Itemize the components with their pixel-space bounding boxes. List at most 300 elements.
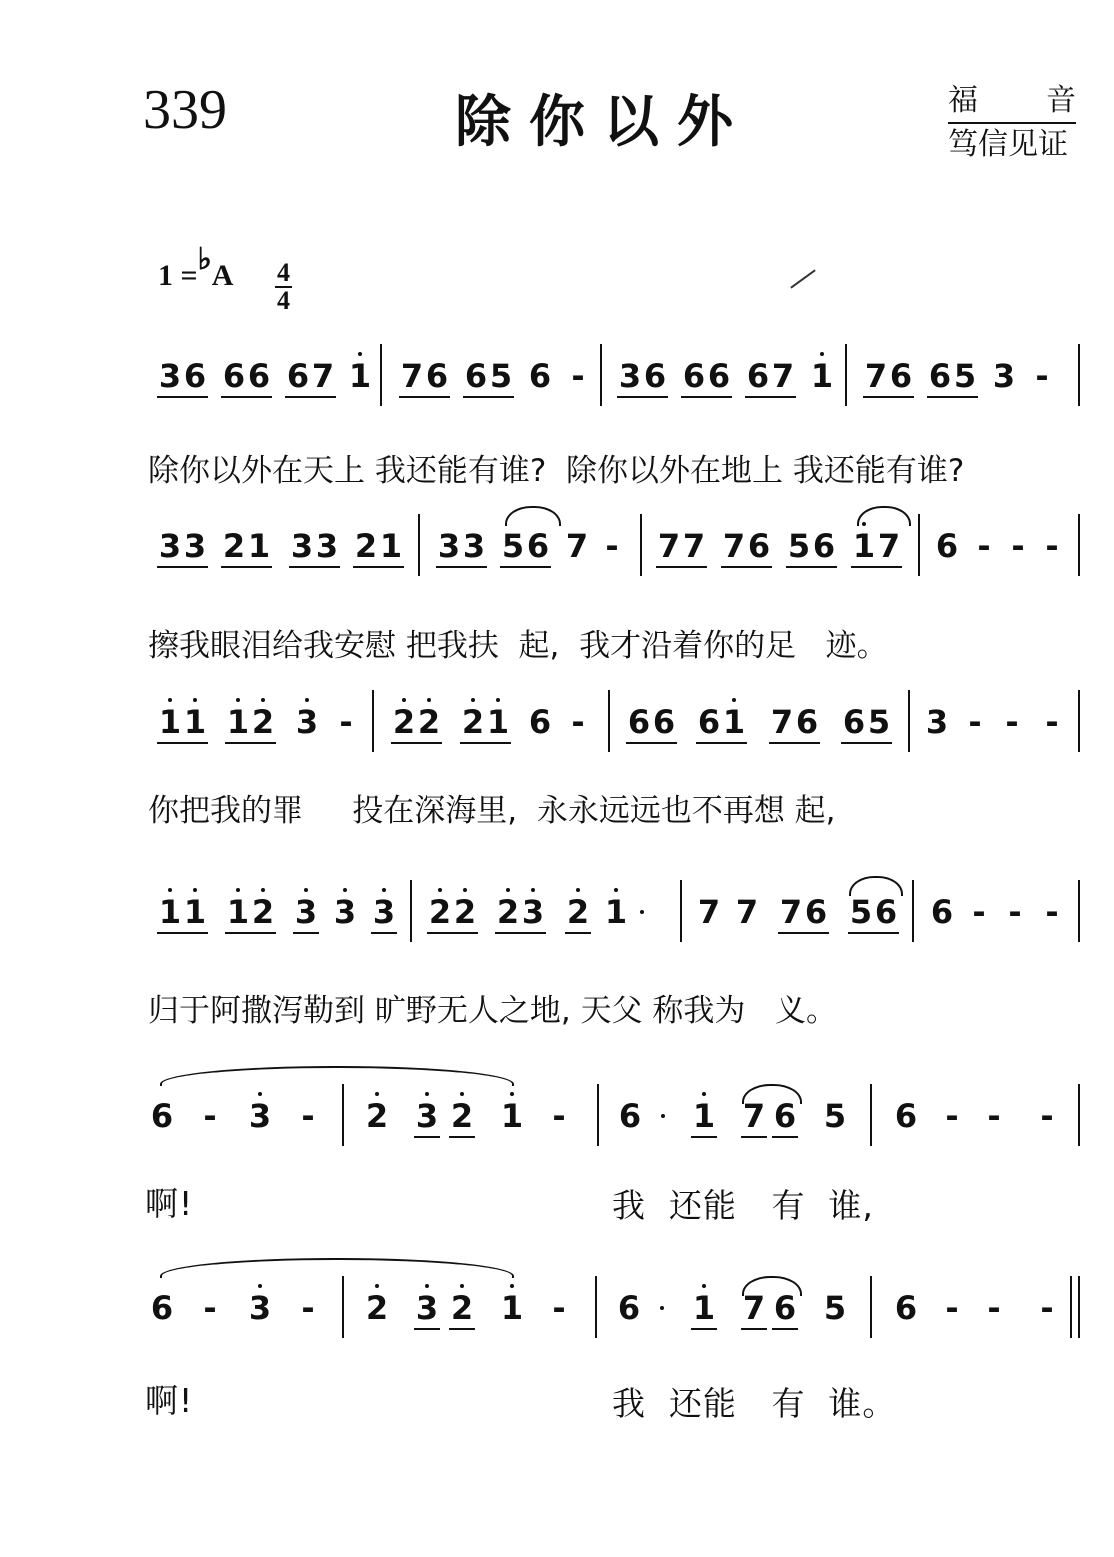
- note: 6: [842, 703, 866, 741]
- dash-extension: -: [945, 1289, 959, 1327]
- octave-dot-high: [258, 1092, 262, 1096]
- note: 1: [348, 357, 372, 395]
- note: 2: [417, 703, 441, 741]
- note: 5: [787, 527, 811, 565]
- note: 3: [248, 1289, 272, 1327]
- underline-beat: [436, 566, 462, 568]
- note: 6: [930, 893, 954, 931]
- note: 2: [354, 527, 378, 565]
- note: 6: [286, 357, 310, 395]
- source-line1-b: 音: [1046, 83, 1076, 118]
- dash-extension: -: [1040, 1289, 1054, 1327]
- note: 7: [697, 893, 721, 931]
- note: 1: [692, 1097, 716, 1135]
- note: 2: [461, 703, 485, 741]
- underline-beat: [741, 1328, 767, 1330]
- barline: [597, 1084, 599, 1146]
- refrain-1-interjection: 啊!: [145, 1184, 194, 1223]
- underline-beat: [841, 742, 867, 744]
- underline-beat: [391, 742, 417, 744]
- underline-beat: [786, 566, 812, 568]
- key-letter: A: [211, 259, 234, 292]
- note: 7: [742, 1097, 766, 1135]
- octave-dot-high: [531, 888, 535, 892]
- note: 7: [682, 527, 706, 565]
- note: 6: [652, 703, 676, 741]
- key-prefix: 1 =: [158, 259, 198, 292]
- note: 6: [746, 357, 770, 395]
- dash-extension: -: [977, 527, 991, 565]
- underline-beat: [378, 566, 404, 568]
- note: 3: [158, 527, 182, 565]
- note: 2: [251, 703, 275, 741]
- note: 7: [400, 357, 424, 395]
- underline-beat: [246, 566, 272, 568]
- note: 5: [823, 1289, 847, 1327]
- dash-extension: -: [1045, 527, 1059, 565]
- dash-extension: -: [945, 1097, 959, 1135]
- time-bottom: 4: [277, 286, 290, 315]
- time-top: 4: [277, 258, 290, 287]
- octave-dot-high: [460, 1092, 464, 1096]
- note: 6: [425, 357, 449, 395]
- dash-extension: -: [203, 1097, 217, 1135]
- dash-extension: -: [571, 357, 585, 395]
- dash-extension: -: [1040, 1097, 1054, 1135]
- underline-beat: [157, 396, 183, 398]
- underline-beat: [617, 396, 643, 398]
- augmentation-dot: [640, 910, 644, 914]
- dash-extension: -: [301, 1289, 315, 1327]
- note: 7: [735, 893, 759, 931]
- octave-dot-high: [168, 698, 172, 702]
- underline-beat: [225, 932, 251, 934]
- note: 7: [770, 703, 794, 741]
- lyric-line-2: 擦我眼泪给我安慰 把我扶 起, 我才沿着你的足 迹。: [148, 628, 888, 664]
- note: 6: [773, 1289, 797, 1327]
- underline-beat: [745, 396, 771, 398]
- underline-beat: [851, 566, 877, 568]
- underline-beat: [873, 932, 899, 934]
- note: 1: [604, 893, 628, 931]
- underline-beat: [778, 932, 804, 934]
- underline-beat: [721, 742, 747, 744]
- dash-extension: -: [1008, 893, 1022, 931]
- octave-dot-high: [614, 888, 618, 892]
- note: 6: [150, 1289, 174, 1327]
- note: 3: [372, 893, 396, 931]
- slur-arc: [160, 1066, 514, 1086]
- note: 6: [627, 703, 651, 741]
- underline-beat: [927, 396, 953, 398]
- underline-beat: [289, 566, 315, 568]
- barline: [418, 514, 420, 576]
- octave-dot-high: [702, 1284, 706, 1288]
- note: 3: [158, 357, 182, 395]
- note: 3: [618, 357, 642, 395]
- note: 2: [222, 527, 246, 565]
- note: 3: [290, 527, 314, 565]
- note: 6: [618, 1097, 642, 1135]
- slur-arc: [505, 506, 561, 526]
- octave-dot-high: [258, 1284, 262, 1288]
- note: 1: [226, 703, 250, 741]
- note: 6: [464, 357, 488, 395]
- underline-beat: [399, 396, 425, 398]
- note: 3: [462, 527, 486, 565]
- note: 6: [928, 357, 952, 395]
- underline-beat: [225, 742, 251, 744]
- octave-dot-high: [305, 698, 309, 702]
- barline: [640, 514, 642, 576]
- note: 3: [248, 1097, 272, 1135]
- octave-dot-high: [193, 888, 197, 892]
- underline-beat: [452, 932, 478, 934]
- underline-beat: [293, 932, 319, 934]
- underline-beat: [449, 1136, 475, 1138]
- key-signature: [158, 243, 234, 293]
- barline: [1078, 344, 1080, 406]
- underline-beat: [772, 1328, 798, 1330]
- underline-beat: [246, 396, 272, 398]
- underline-beat: [772, 1136, 798, 1138]
- dash-extension: -: [987, 1289, 1001, 1327]
- underline-beat: [460, 742, 486, 744]
- note: 5: [489, 357, 513, 395]
- octave-dot-high: [193, 698, 197, 702]
- underline-beat: [157, 566, 183, 568]
- underline-beat: [285, 396, 311, 398]
- octave-dot-high: [261, 698, 265, 702]
- octave-dot-high: [402, 698, 406, 702]
- underline-beat: [863, 396, 889, 398]
- octave-dot-high: [427, 698, 431, 702]
- barline: [410, 880, 412, 942]
- note: 1: [722, 703, 746, 741]
- note: 7: [565, 527, 589, 565]
- barline: [342, 1084, 344, 1146]
- note: 3: [183, 527, 207, 565]
- underline-beat: [182, 566, 208, 568]
- underline-beat: [495, 932, 521, 934]
- refrain-2-lyric: 我 还能 有 谁。: [612, 1384, 897, 1423]
- barline: [342, 1276, 344, 1338]
- note: 2: [428, 893, 452, 931]
- note: 6: [528, 357, 552, 395]
- underline-beat: [696, 742, 722, 744]
- note: 3: [415, 1289, 439, 1327]
- dash-extension: -: [1035, 357, 1049, 395]
- octave-dot-high: [732, 698, 736, 702]
- underline-beat: [463, 396, 489, 398]
- note: 2: [566, 893, 590, 931]
- note: 7: [864, 357, 888, 395]
- dash-extension: -: [968, 703, 982, 741]
- underline-beat: [866, 742, 892, 744]
- underline-beat: [310, 396, 336, 398]
- barline: [1070, 1276, 1072, 1338]
- refrain-1-lyric: 我 还能 有 谁,: [612, 1186, 874, 1225]
- dash-extension: -: [203, 1289, 217, 1327]
- note: 6: [874, 893, 898, 931]
- note: 1: [500, 1289, 524, 1327]
- underline-beat: [811, 566, 837, 568]
- note: 1: [500, 1097, 524, 1135]
- underline-beat: [656, 566, 682, 568]
- note: 7: [877, 527, 901, 565]
- octave-dot-high: [510, 1092, 514, 1096]
- underline-beat: [565, 932, 591, 934]
- octave-dot-high: [236, 698, 240, 702]
- octave-dot-high: [425, 1284, 429, 1288]
- barline: [870, 1276, 872, 1338]
- note: 3: [315, 527, 339, 565]
- underline-beat: [888, 396, 914, 398]
- note: 5: [953, 357, 977, 395]
- note: 2: [453, 893, 477, 931]
- underline-beat: [353, 566, 379, 568]
- underline-beat: [848, 932, 874, 934]
- barline: [380, 344, 382, 406]
- note: 2: [496, 893, 520, 931]
- note: 6: [773, 1097, 797, 1135]
- underline-beat: [424, 396, 450, 398]
- note: 6: [183, 357, 207, 395]
- octave-dot-high: [438, 888, 442, 892]
- note: 2: [365, 1097, 389, 1135]
- dash-extension: -: [571, 703, 585, 741]
- underline-beat: [642, 396, 668, 398]
- barline: [845, 344, 847, 406]
- note: 2: [392, 703, 416, 741]
- lyric-line-3: 你把我的罪 投在深海里, 永永远远也不再想 起,: [148, 793, 836, 829]
- note: 1: [486, 703, 510, 741]
- octave-dot-high: [343, 888, 347, 892]
- octave-dot-high: [261, 888, 265, 892]
- source-line1-a: 福: [948, 83, 978, 118]
- octave-dot-high: [702, 1092, 706, 1096]
- note: 3: [415, 1097, 439, 1135]
- note: 6: [707, 357, 731, 395]
- slur-arc: [849, 876, 903, 896]
- octave-dot-high: [471, 698, 475, 702]
- underline-beat: [182, 932, 208, 934]
- barline: [1078, 1084, 1080, 1146]
- note: 6: [222, 357, 246, 395]
- dash-extension: -: [552, 1289, 566, 1327]
- note: 1: [852, 527, 876, 565]
- note: 2: [365, 1289, 389, 1327]
- slur-arc: [857, 506, 911, 526]
- note: 7: [779, 893, 803, 931]
- flat-icon: ♭: [197, 243, 212, 276]
- octave-dot-high: [460, 1284, 464, 1288]
- note: 5: [849, 893, 873, 931]
- barline: [1078, 880, 1080, 942]
- note: 6: [894, 1289, 918, 1327]
- octave-dot-high: [425, 1092, 429, 1096]
- barline: [608, 690, 610, 752]
- augmentation-dot: [660, 1306, 664, 1310]
- time-signature: [275, 260, 292, 314]
- note: 5: [501, 527, 525, 565]
- refrain-2-interjection: 啊!: [145, 1381, 194, 1420]
- note: 1: [158, 893, 182, 931]
- octave-dot-high: [375, 1092, 379, 1096]
- underline-beat: [681, 566, 707, 568]
- underline-beat: [681, 396, 707, 398]
- underline-beat: [691, 1136, 717, 1138]
- underline-beat: [221, 566, 247, 568]
- note: 7: [311, 357, 335, 395]
- underline-beat: [500, 566, 526, 568]
- dash-extension: -: [1045, 893, 1059, 931]
- octave-dot-high: [496, 698, 500, 702]
- augmentation-dot: [661, 1114, 665, 1118]
- octave-dot-high: [168, 888, 172, 892]
- octave-dot-high: [506, 888, 510, 892]
- note: 7: [722, 527, 746, 565]
- underline-beat: [952, 396, 978, 398]
- note: 5: [867, 703, 891, 741]
- note: 1: [692, 1289, 716, 1327]
- underline-beat: [250, 742, 276, 744]
- hymn-title: 除你以外: [455, 90, 751, 155]
- note: 6: [935, 527, 959, 565]
- barline: [908, 690, 910, 752]
- underline-beat: [488, 396, 514, 398]
- underline-beat: [414, 1328, 440, 1330]
- dash-extension: -: [301, 1097, 315, 1135]
- source-line2: 笃信见证: [948, 127, 1068, 162]
- stray-mark: [790, 269, 815, 288]
- source-credit: [948, 80, 1076, 166]
- barline: [600, 344, 602, 406]
- barline: [870, 1084, 872, 1146]
- note: 6: [643, 357, 667, 395]
- barline: [918, 514, 920, 576]
- underline-beat: [221, 396, 247, 398]
- underline-beat: [746, 566, 772, 568]
- octave-dot-high: [304, 888, 308, 892]
- note: 3: [992, 357, 1016, 395]
- note: 6: [894, 1097, 918, 1135]
- dash-extension: -: [987, 1097, 1001, 1135]
- note: 6: [889, 357, 913, 395]
- underline-beat: [182, 396, 208, 398]
- note: 5: [823, 1097, 847, 1135]
- note: 6: [747, 527, 771, 565]
- underline-beat: [794, 742, 820, 744]
- slur-arc: [160, 1258, 514, 1278]
- underline-beat: [525, 566, 551, 568]
- underline-beat: [626, 742, 652, 744]
- note: 3: [437, 527, 461, 565]
- lyric-line-4: 归于阿撒泻勒到 旷野无人之地, 天父 称我为 义。: [148, 993, 837, 1029]
- lyric-line-1: 除你以外在天上 我还能有谁? 除你以外在地上 我还能有谁?: [148, 453, 965, 489]
- underline-beat: [876, 566, 902, 568]
- note: 1: [810, 357, 834, 395]
- note: 7: [657, 527, 681, 565]
- note: 2: [251, 893, 275, 931]
- note: 1: [183, 893, 207, 931]
- note: 1: [226, 893, 250, 931]
- note: 3: [333, 893, 357, 931]
- dash-extension: -: [1005, 703, 1019, 741]
- underline-beat: [691, 1328, 717, 1330]
- note: 1: [183, 703, 207, 741]
- note: 6: [247, 357, 271, 395]
- underline-beat: [157, 932, 183, 934]
- underline-beat: [485, 742, 511, 744]
- note: 2: [450, 1097, 474, 1135]
- underline-beat: [371, 932, 397, 934]
- underline-beat: [651, 742, 677, 744]
- note: 6: [528, 703, 552, 741]
- underline-beat: [416, 742, 442, 744]
- underline-beat: [427, 932, 453, 934]
- note: 6: [804, 893, 828, 931]
- octave-dot-high: [382, 888, 386, 892]
- note: 7: [771, 357, 795, 395]
- dash-extension: -: [1045, 703, 1059, 741]
- underline-beat: [770, 396, 796, 398]
- dash-extension: -: [972, 893, 986, 931]
- octave-dot-high: [236, 888, 240, 892]
- barline: [1078, 690, 1080, 752]
- note: 1: [247, 527, 271, 565]
- hymn-number: 339: [143, 79, 227, 141]
- note: 3: [521, 893, 545, 931]
- barline: [372, 690, 374, 752]
- dash-extension: -: [605, 527, 619, 565]
- underline-beat: [721, 566, 747, 568]
- barline: [912, 880, 914, 942]
- octave-dot-high: [576, 888, 580, 892]
- note: 6: [697, 703, 721, 741]
- underline-beat: [803, 932, 829, 934]
- octave-dot-high: [510, 1284, 514, 1288]
- underline-beat: [250, 932, 276, 934]
- note: 7: [742, 1289, 766, 1327]
- octave-dot-high: [463, 888, 467, 892]
- note: 3: [294, 893, 318, 931]
- slur-arc: [742, 1084, 802, 1104]
- note: 6: [682, 357, 706, 395]
- barline: [680, 880, 682, 942]
- dash-extension: -: [552, 1097, 566, 1135]
- underline-beat: [414, 1136, 440, 1138]
- note: 3: [295, 703, 319, 741]
- note: 1: [158, 703, 182, 741]
- note: 3: [925, 703, 949, 741]
- note: 6: [150, 1097, 174, 1135]
- underline-beat: [182, 742, 208, 744]
- note: 1: [379, 527, 403, 565]
- underline-beat: [741, 1136, 767, 1138]
- underline-beat: [769, 742, 795, 744]
- barline: [1078, 514, 1080, 576]
- underline-beat: [520, 932, 546, 934]
- underline-beat: [157, 742, 183, 744]
- underline-beat: [449, 1328, 475, 1330]
- barline: [595, 1276, 597, 1338]
- barline: [1078, 1276, 1080, 1338]
- underline-beat: [461, 566, 487, 568]
- dash-extension: -: [339, 703, 353, 741]
- octave-dot-high: [358, 352, 362, 356]
- dash-extension: -: [1011, 527, 1025, 565]
